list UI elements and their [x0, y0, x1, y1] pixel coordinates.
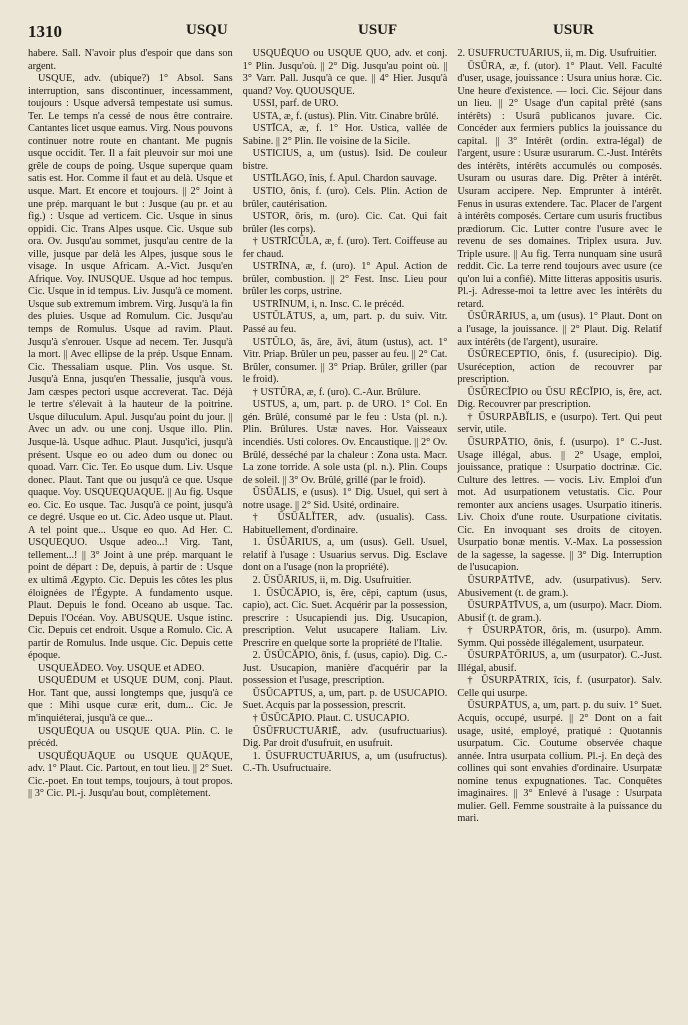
dictionary-entry: USQUĒQUA ou USQUE QUA. Plin. C. le précéd.	[28, 725, 233, 750]
dictionary-entry: USSI, parf. de URO.	[252, 98, 339, 110]
dictionary-entry: USQUEĂDEO. Voy. USQUE et ADEO.	[38, 662, 205, 674]
dictionary-entry: ŪSURPĀTIO, ōnis, f. (usurpo). 1° C.-Just. Usage illégal, abus. || 2° Usage, emploi, jouissance, pratique : Usurpatio doctrinæ. Cic. Culture des lettres. — vocis. Liv. Emploi d'un mot. Ad usurpationem vetustatis. Cic. Pour remonter aux anciens usages. Usurpatio itineris. Liv. Choix d'une route. Usurpatione civitatis. Cic. En invoquant ses droits de citoyen. Usurpatio bonæ mentis. V.-Max. La possession de la sagesse, la sagesse. || 3° Dig. Interruption de l'usucapion.	[457, 436, 663, 574]
dictionary-entry: ŪSŪRECĬPIO ou ŪSU RĒCĬPIO, is, ĕre, act. Dig. Recouvrer par prescription.	[457, 386, 663, 411]
center-running-head: USUF	[358, 22, 398, 38]
dictionary-entry: † USTŪRA, æ, f. (uro). C.-Aur. Brûlure.	[252, 386, 421, 398]
page-number: 1310	[28, 22, 62, 41]
dictionary-entry: USQUĒDUM et USQUE DUM, conj. Plaut. Hor. Tant que, aussi longtemps que, jusqu'à ce que : Mihi usque curæ erit, dum... Cic. Je m'inquiéterai, jusqu'à ce que...	[28, 675, 233, 724]
column-middle	[243, 48, 448, 1013]
dictionary-entry: ŪSŪCAPTUS, a, um, part. p. de USUCAPIO. Suet. Acquis par la possession, prescrit.	[242, 687, 448, 712]
dictionary-entry: USTĪCA, æ, f. 1° Hor. Ustica, vallée de Sabine. || 2° Plin. Ile voisine de la Sicile.	[242, 123, 448, 147]
dictionary-entry: habere. Sall. N'avoir plus d'espoir que dans son argent.	[28, 48, 233, 72]
dictionary-entry: ŪSŪRECEPTIO, ōnis, f. (usurecipio). Dig. Usuréception, action de recouvrer par prescription.	[457, 349, 663, 386]
dictionary-entry: † ŪSŪĀLĬTER, adv. (usualis). Cass. Habituellement, d'ordinaire.	[242, 512, 448, 536]
column-right	[457, 48, 662, 1013]
dictionary-entry: † ŪSURPĀTOR, ōris, m. (usurpo). Amm. Symm. Qui possède illégalement, usurpateur.	[457, 625, 663, 649]
dictionary-entry: 2. ŪSŪCĂPIO, ōnis, f. (usus, capio). Dig. C.-Just. Usucapion, manière d'acquérir par la possession et l'usage, prescription.	[242, 650, 448, 687]
dictionary-entry: USQUĔQUĀQUE ou USQUE QUĀQUE, adv. 1° Plaut. Cic. Partout, en tout lieu. || 2° Suet. Cic.-poet. En tout temps, toujours, à tout propos. || 3° Cic. Pl.-j. Jusqu'au bout, complètement.	[28, 750, 233, 800]
page-header	[28, 22, 662, 44]
dictionary-entry: USTICIUS, a, um (ustus). Isid. De couleur bistre.	[242, 148, 448, 172]
dictionary-entry: USTIO, ōnis, f. (uro). Cels. Plin. Action de brûler, cautérisation.	[242, 186, 448, 210]
columns	[28, 48, 662, 1013]
dictionary-entry: USTĪLĀGO, ĭnis, f. Apul. Chardon sauvage.	[252, 173, 437, 185]
dictionary-entry: 1. ŪSŪCĂPIO, is, ĕre, cēpi, captum (usus, capio), act. Cic. Suet. Acquérir par la possession, prescrire : Usucapiendi jus. Dig. Usucapion, prescription. Velut usucapere Italiam. Liv. Prescrire en quelque sorte la propriété de l'Italie.	[242, 587, 448, 649]
dictionary-entry: † ŪSURPĀTRIX, īcis, f. (usurpator). Salv. Celle qui usurpe.	[457, 675, 663, 699]
dictionary-entry: 2. ŪSŪĀRIUS, ii, m. Dig. Usufruitier.	[252, 574, 412, 586]
dictionary-entry: † ŪSŪCĀPIO. Plaut. C. USUCAPIO.	[252, 712, 410, 724]
dictionary-entry: USTUS, a, um, part. p. de URO. 1° Col. En gén. Brûlé, consumé par le feu : Usta (pl. n.). Plin. Brûlures. Ustæ naves. Hor. Vaisseaux incendiés. Usti colores. Ov. Encaustique. || 2° Ov. Brûlé, desséché par la chaleur : Zona usta. Macr. La zone torride. A sole usta (pl. n.). Plin. Coups de soleil. || 3° Ov. Brûlé, grillé (par le froid).	[242, 399, 448, 486]
dictionary-entry: USQUĒQUO ou USQUE QUO, adv. et conj. 1° Plin. Jusqu'où. || 2° Dig. Jusqu'au point où. || 3° Varr. Pall. Jusqu'à ce que. || 4° Hier. Jusqu'à quand? Voy. QUOUSQUE.	[242, 48, 448, 97]
dictionary-entry: USTRĪNUM, i, n. Insc. C. le précéd.	[252, 298, 405, 310]
dictionary-entry: ŪSURPĀTŌRIUS, a, um (usurpator). C.-Just. Illégal, abusif.	[457, 650, 663, 674]
dictionary-entry: 1. ŪSUFRUCTUĀRIUS, a, um (usufructus). C.-Th. Usufructuaire.	[242, 750, 448, 775]
dictionary-entry: † ŪSURPĀBĬLIS, e (usurpo). Tert. Qui peut servir, utile.	[457, 411, 663, 436]
dictionary-entry: USTŬLĀTUS, a, um, part. p. du suiv. Vitr. Passé au feu.	[242, 311, 448, 336]
dictionary-entry: ŪSURPĀTĪVUS, a, um (usurpo). Macr. Diom. Abusif (t. de gram.).	[457, 600, 663, 624]
dictionary-entry: USTOR, ōris, m. (uro). Cic. Cat. Qui fait brûler (les corps).	[242, 211, 448, 235]
dictionary-entry: ŪSŪRA, æ, f. (utor). 1° Plaut. Vell. Faculté d'user, usage, jouissance : Usura unius horæ. Cic. Une heure d'existence. — loci. Cic. Séjour dans un lieu. || 2° Usage d'un capital prêté (sans intérêts) : Usurâ publicanos juvare. Cic. Concéder aux fermiers publics la jouissance du capital. || 3° Intérêt (ordin. extra-légal) de l'argent, usure : Usuræ usurarum. C.-Just. Intérêts des intérêts, intérêts accumulés ou composés. Usuram ou usuras dare. Dig. Prêter à intérêt. Usuram accipere. Nep. Emprunter à intérêt. Fenus in usuras extendere. Tac. Placer de l'argent à intérêts composés. Certare cum usuris fructibus prædiorum. Cic. Lutter contre l'usure avec le revenu de ses domaines. Triplex usura. Juv. Triple usure. || Au fig. Terra nunquam sine usurâ reddit. Cic. La terre rend toujours avec usure (ce qu'on lui a confié). Mitte litteras appositis usuris. Pl.-j. Adresse-moi ta lettre avec les intérêts du retard.	[457, 60, 663, 310]
dictionary-entry: USTRĪNA, æ, f. (uro). 1° Apul. Action de brûler, combustion. || 2° Fest. Insc. Lieu pour brûler les corps, ustrine.	[242, 261, 448, 298]
dictionary-entry: 2. ŪSUFRUCTUĀRIUS, ii, m. Dig. Usufruitier.	[457, 48, 657, 59]
dictionary-entry: ŪSŪĀLIS, e (usus). 1° Dig. Usuel, qui sert à notre usage. || 2° Sid. Usité, ordinaire.	[242, 487, 448, 511]
dictionary-entry: † USTRĪCŬLA, æ, f. (uro). Tert. Coiffeuse au fer chaud.	[242, 236, 448, 260]
dictionary-entry: USTŬLO, ās, āre, āvi, ātum (ustus), act. 1° Vitr. Priap. Brûler un peu, passer au feu. || 2° Cat. Brûler, consumer. || 3° Priap. Brûler, griller (par le froid).	[242, 336, 448, 386]
left-running-head: USQU	[186, 22, 228, 38]
right-running-head: USUR	[553, 22, 594, 38]
dictionary-entry: ŪSURPĀTĪVĒ, adv. (usurpativus). Serv. Abusivement (t. de gram.).	[457, 574, 663, 599]
dictionary-entry: ŪSURPĀTUS, a, um, part. p. du suiv. 1° Suet. Acquis, occupé, usurpé. || 2° Dont on a fait usage, usité, employé, pratiqué : Quotannis usurpatum. Cic. Coutume observée chaque année. Intra usurpata collium. Pl.-j. En deçà des collines qui sont envahies d'ordinaire. Usurpatæ nomine tenus expugnationes. Tac. Conquêtes imaginaires. || 3° Enlevé à l'usage : Usurpata mulier. Gell. Femme soustraite à la puissance du mari.	[457, 700, 663, 825]
dictionary-entry: ŪSŪRĀRIUS, a, um (usus). 1° Plaut. Dont on a l'usage, la jouissance. || 2° Plaut. Dig. Relatif aux intérêts (de l'argent), usuraire.	[457, 311, 663, 348]
column-left	[28, 48, 233, 1013]
dictionary-entry: USTA, æ, f. (ustus). Plin. Vitr. Cinabre brûlé.	[252, 110, 439, 122]
dictionary-entry: 1. ŪSŪĀRIUS, a, um (usus). Gell. Usuel, relatif à l'usage : Usuarius servus. Dig. Esclave dont on a l'usage (non la propriété).	[242, 537, 448, 574]
dictionary-entry: USQUE, adv. (ubique?) 1° Absol. Sans interruption, sans discontinuer, incessamment, toujours : Usque adversâ tempestate usi sumus. Ter. Le temps n'a cessé de nous être contraire. Cantantes licet usque eamus. Virg. Nous pouvons continuer notre route en chantant. Me pugnis usque occidit. Ter. Il a fait pleuvoir sur moi une grêle de coups de poing. Usque superque quam satis est. Hor. Comme il faut et au delà. Usque et usque. Mart. Et encore et toujours. || 2° Joint à une prép. marquant le but : Jusque (au pr. et au fig.) : Usque ad verticem. Cic. Usque in sinus oppidi. Cic. Trans Alpes usque. Cic. Usque sub ora. Ov. Jusqu'au sommet, jusqu'au centre de la ville, jusque par delà les Alpes, jusque sous le visage. In usque Africam. A.-Vict. Jusqu'en Afrique. Voy. INUSQUE. Usque ad hoc tempus. Cic. Usque in id tempus. Liv. Jusqu'à ce moment. Usque sub extremum imbrem. Virg. Jusqu'à la fin des pluies. Usque ad Romulum. Cic. Jusqu'au temps de Romulus. Usque ad ravim. Plaut. Jusqu'à s'enrouer. Usque ad necem. Ter. Jusqu'à la mort. || Avec ellipse de la prép. Usque Ennam. Cic. Thessaliam usque. Plin. Vos usque. St. Jusqu'à Enna, jusqu'en Thessalie, jusqu'à vous. Jam cæspes pectori usque accreverat. Tac. Déjà le tertre s'élevait à la hauteur de la poitrine. Usque diluculum. Apul. Jusqu'au point du jour. || Avec un adv. ou une conj. Usque illo. Plin. Jusque-là. Usque adhuc. Plaut. Jusqu'ici, jusqu'à présent. Usque eo ou adeo dum ou donec ou quoad. Varr. Cic. Ter. Eo usque dum. Liv. Usque donec. Plaut. Tant que ou jusqu'à ce que. Usque quaque. Voy. USQUEQUAQUE. || Au fig. Usque eo. Cic. Eo usque. Tac. Jusqu'à ce point, jusqu'à ce degré. Usque eo ut. Cic. Adeo usque ut. Plaut. A tel point que... Usque eo quo. Ad Her. C. USQUEQUO. Usque adeo...! Virg. Tant, tellement...! || 3° Joint à une prép. marquant le point de départ : De, depuis, à partir de : Usque ex ultimâ Ægypto. Cic. Depuis les côtes les plus éloignées de l'Égypte. A fundamento usque. Plaut. Depuis le fond. Oceano ab usque. Tac. Depuis l'Océan. Voy. ABUSQUE. Usque istinc. Cic. Depuis cet endroit. Usque a Romulo. Cic. A partir de Romulus. Inde usque. Cic. Depuis cette époque.	[28, 73, 233, 662]
dictionary-entry: ŪSŪFRUCTUĀRIĒ, adv. (usufructuarius). Dig. Par droit d'usufruit, en usufruit.	[242, 725, 448, 750]
